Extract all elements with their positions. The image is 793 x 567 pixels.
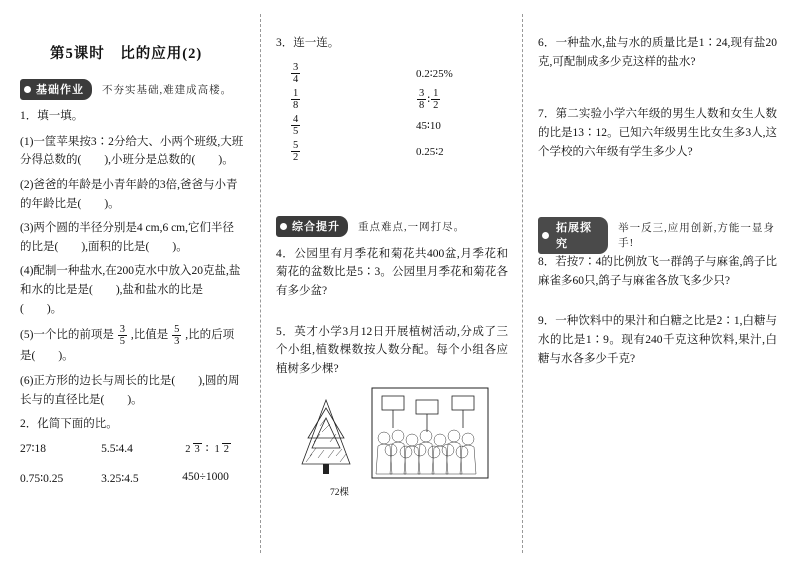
match-right-item-4: 0.25∶2	[416, 146, 444, 159]
question-4: 4．公园里有月季花和菊花共400盆,月季花和菊花的盆数比是5∶3。公园里月季花和菊花各有多少盆?	[276, 247, 508, 297]
matching-right-column	[416, 61, 526, 165]
matching-left-column	[290, 61, 350, 165]
match-right-item-3: 45∶10	[416, 120, 441, 133]
section-subtitle-3: 举一反三,应用创新,方能一显身手!	[618, 223, 775, 250]
question-1-item-6: (6)正方形的边长与周长的比是( ),圆的周长与的直径比是( )。	[20, 374, 240, 406]
expression-5: 3.25∶4.5	[101, 473, 139, 486]
matching-exercise	[276, 61, 508, 211]
section-tag-label-2: 综合提升	[276, 216, 348, 237]
question-7: 7．第二实验小学六年级的男生人数和女生人数的比是13∶12。已知六年级男生比女生多3人,这个学校的六年级有学生多少人?	[538, 108, 777, 158]
question-1-item-2: (2)爸爸的年龄是小青年龄的3倍,爸爸与小青的年龄比是( )。	[20, 178, 238, 210]
match-left-item-3	[290, 113, 350, 139]
fraction-3-5: $\frac{3}{5}$	[119, 324, 126, 348]
fraction-2-3: 2 3	[185, 444, 200, 456]
fraction-1-2: 1 2	[214, 444, 230, 456]
expression-6: 450÷1000	[182, 471, 229, 484]
section-subtitle: 不夯实基础,难建成高楼。	[102, 84, 233, 96]
expression-row-2	[20, 471, 244, 485]
question-6: 6．一种盐水,盐与水的质量比是1∶24,现有盐20克,可配制成多少克这样的盐水?	[538, 37, 777, 68]
question-2-expressions	[20, 441, 244, 485]
fraction-1-8: $\frac{1}{8}$	[293, 88, 299, 112]
column-right	[522, 0, 793, 567]
illustration-caption: 72棵	[330, 488, 350, 499]
section-subtitle-2: 重点难点,一网打尽。	[358, 222, 466, 234]
fraction-5-3: $\frac{5}{3}$	[174, 324, 180, 348]
fraction-3-4: $\frac{3}{4}$	[293, 62, 299, 86]
question-8: 8．若按7∶4的比例放飞一群鸽子与麻雀,鸽子比麻雀多60只,鸽子与麻雀各放飞多少只?	[538, 256, 777, 287]
question-5: 5．英才小学3月12日开展植树活动,分成了三个小组,植数棵数按人数分配。每个小组各应植树多少棵?	[276, 325, 508, 375]
question-1-item-3: (3)两个圆的半径分别是4 cm,6 cm,它们半径的比是( ),面积的比是( )。	[20, 222, 235, 253]
column-left	[0, 0, 260, 567]
question-2-title: 2．化简下面的比。	[20, 418, 118, 431]
fraction-4-5: $\frac{4}{5}$	[293, 114, 299, 138]
question-1-title: 1．填一填。	[20, 110, 84, 122]
question-1-item-5: (5)一个比的前项是 $\frac{3}{5}$ ,比值是 $\frac{5}{3}$ ,比的后项是( )。	[20, 324, 235, 363]
fraction-3-8: $\frac{3}{8}$	[419, 88, 425, 112]
tree-planting-illustration	[286, 386, 491, 499]
section-banner-extension	[538, 221, 777, 250]
expression-4: 0.75∶0.25	[20, 473, 64, 486]
match-left-item-4	[290, 139, 350, 165]
match-left-item-2	[290, 87, 350, 113]
section-banner-basic	[20, 79, 244, 99]
question-1-item-4: (4)配制一种盐水,在200克水中放入20克盐,盐和水的比是是( ),盐和盐水的比是( )。	[20, 265, 241, 315]
question-1-item-1: (1)一筐苹果按3∶2分给大、小两个班级,大班分得总数的( ),小班分是总数的( )。	[20, 135, 244, 167]
section-tag-label-3: 拓展探究	[538, 217, 608, 254]
expression-row-1	[20, 441, 244, 455]
expression-1: 27∶18	[20, 442, 46, 455]
page-title: 第5课时 比的应用(2)	[50, 46, 203, 62]
expression-2: 5.5∶4.4	[101, 442, 133, 455]
column-middle	[260, 0, 522, 567]
section-banner-comprehensive	[276, 217, 508, 237]
fraction-1-2-b: $\frac{1}{2}$	[433, 88, 439, 112]
section-tag-label: 基础作业	[20, 79, 92, 100]
match-left-item-1	[290, 61, 350, 87]
expression-3: 2 3 ∶ 1 2	[185, 442, 230, 456]
illustration-svg	[286, 386, 491, 482]
match-right-item-1: 0.2∶25%	[416, 68, 453, 81]
fraction-5-2: $\frac{5}{2}$	[293, 140, 299, 164]
question-9: 9．一种饮料中的果汁和白糖之比是2∶1,白糖与水的比是1∶9。现有240千克这种饮料,果汁,白糖与水各多少千克?	[538, 315, 777, 365]
match-right-item-2: $\frac{3}{8}$ ∶ $\frac{1}{2}$	[419, 88, 439, 112]
question-3-title: 3．连一连。	[276, 37, 340, 49]
